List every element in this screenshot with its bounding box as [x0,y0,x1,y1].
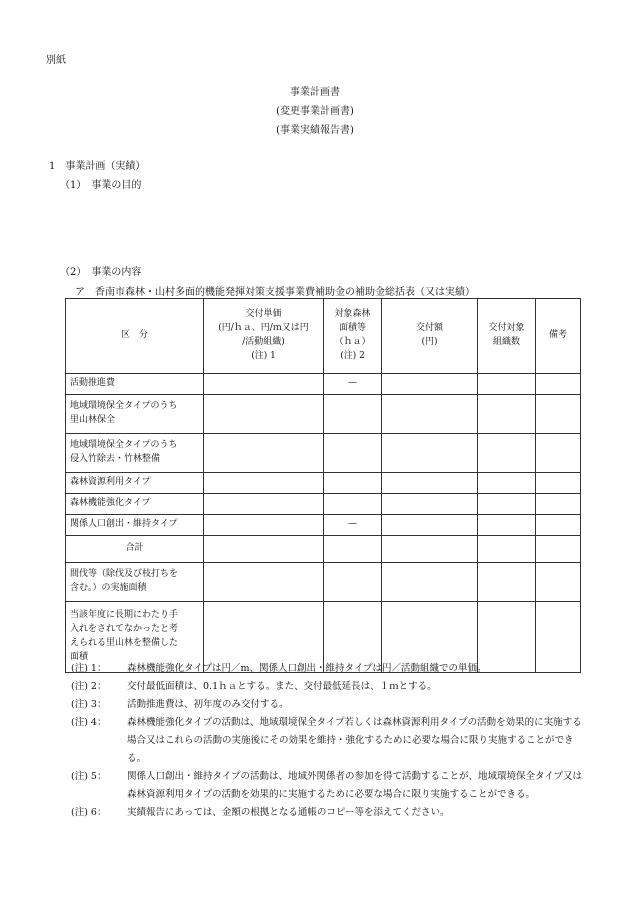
cell-amount[interactable] [382,434,478,473]
cell-organizations[interactable] [478,536,536,563]
note-item: (注) 5： 関係人口創出・維持タイプの活動は、地域外関係者の参加を得て活動することが、地域環境保全タイプ又は森林資源利用タイプの活動を効果的に実施するために必要な場合に限り実施することができる。 [71,771,583,800]
cell-organizations[interactable] [478,434,536,473]
table-caption: ア 香南市森林・山村多面的機能発揮対策支援事業費補助金の補助金総括表（又は実績） [75,287,475,298]
table-row [66,563,581,602]
cell-area[interactable] [324,434,382,473]
cell-organizations[interactable] [478,515,536,536]
cell-unit-price[interactable] [204,473,324,494]
cell-unit-price[interactable] [204,434,324,473]
cell-amount[interactable] [382,563,478,602]
cell-area[interactable] [324,536,382,563]
cell-organizations[interactable] [478,473,536,494]
cell-remarks[interactable] [536,395,581,434]
section1-subheading: （1） 事業の目的 [60,180,142,191]
cell-organizations[interactable] [478,563,536,602]
table-header-row [66,299,581,374]
note-item: (注) 3： 活動推進費は、初年度のみ交付する。 [71,699,289,710]
subsidy-summary-table [65,298,581,673]
table-row [66,434,581,473]
row-label: 間伐等（除伐及び枝打ちを 含む。）の実施面積 [66,563,204,602]
cell-unit-price[interactable] [204,374,324,395]
cell-amount[interactable] [382,395,478,434]
notes-list [65,660,585,822]
cell-remarks[interactable] [536,536,581,563]
row-label-total: 合計 [66,536,204,563]
cell-remarks[interactable] [536,494,581,515]
row-label: 森林資源利用タイプ [66,473,204,494]
cell-unit-price[interactable] [204,494,324,515]
header-area: 対象森林 面積等 （ｈａ） (注) 2 [324,299,382,374]
cell-unit-price[interactable] [204,563,324,602]
table-row [66,395,581,434]
cell-area: — [324,515,382,536]
table-row-total [66,536,581,563]
cell-amount[interactable] [382,536,478,563]
header-category: 区 分 [66,299,204,374]
cell-remarks[interactable] [536,374,581,395]
cell-area[interactable] [324,473,382,494]
note-item: (注) 6： 実績報告にあっては、金額の根拠となる通帳のコピー等を添えてください。 [71,807,450,818]
cell-amount[interactable] [382,494,478,515]
document-title: 事業計画書 [290,87,340,98]
note-item: (注) 1： 森林機能強化タイプは円／m、関係人口創出・維持タイプは円／活動組織での単価。 [71,663,487,674]
cell-area[interactable] [324,395,382,434]
table-row [66,494,581,515]
cell-remarks[interactable] [536,515,581,536]
table-row [66,374,581,395]
note-item: (注) 4： 森林機能強化タイプの活動は、地域環境保全タイプ若しくは森林資源利用タイプの活動を効果的に実施する場合又はこれらの活動の実施後にその効果を維持・強化するために必要な場合に限り実施することができる。 [71,717,582,764]
cell-unit-price[interactable] [204,395,324,434]
header-organizations: 交付対象 組織数 [478,299,536,374]
cell-remarks[interactable] [536,473,581,494]
note-item: (注) 2： 交付最低面積は、0.1ｈａとする。また、交付最低延長は、１ｍとする。 [71,681,437,692]
table-row [66,515,581,536]
cell-area[interactable] [324,563,382,602]
header-remarks: 備考 [536,299,581,374]
table-row [66,473,581,494]
row-label: 森林機能強化タイプ [66,494,204,515]
cell-amount[interactable] [382,473,478,494]
row-label: 関係人口創出・維持タイプ [66,515,204,536]
cell-organizations[interactable] [478,395,536,434]
section2-heading: （2） 事業の内容 [60,267,142,278]
attachment-label: 別紙 [46,55,66,66]
row-label: 地域環境保全タイプのうち 里山林保全 [66,395,204,434]
row-label: 地域環境保全タイプのうち 侵入竹除去・竹林整備 [66,434,204,473]
header-unit-price: 交付単価 (円/ｈａ、円/ｍ又は円 /活動組織) (注) 1 [204,299,324,374]
cell-remarks[interactable] [536,434,581,473]
section1-heading: 1 事業計画（実績） [49,161,146,172]
cell-remarks[interactable] [536,563,581,602]
cell-organizations[interactable] [478,374,536,395]
cell-area: — [324,374,382,395]
cell-unit-price[interactable] [204,536,324,563]
cell-organizations[interactable] [478,494,536,515]
cell-area[interactable] [324,494,382,515]
header-amount: 交付額 (円) [382,299,478,374]
cell-unit-price[interactable] [204,515,324,536]
cell-amount[interactable] [382,374,478,395]
row-label: 当該年度に長期にわたり手 入れをされてなかったと考 えられる里山林を整備した 面積 [66,602,204,673]
row-label: 活動推進費 [66,374,204,395]
document-subtitle-report: (事業実績報告書) [276,125,354,136]
document-subtitle-change: (変更事業計画書) [276,106,354,117]
cell-amount[interactable] [382,515,478,536]
